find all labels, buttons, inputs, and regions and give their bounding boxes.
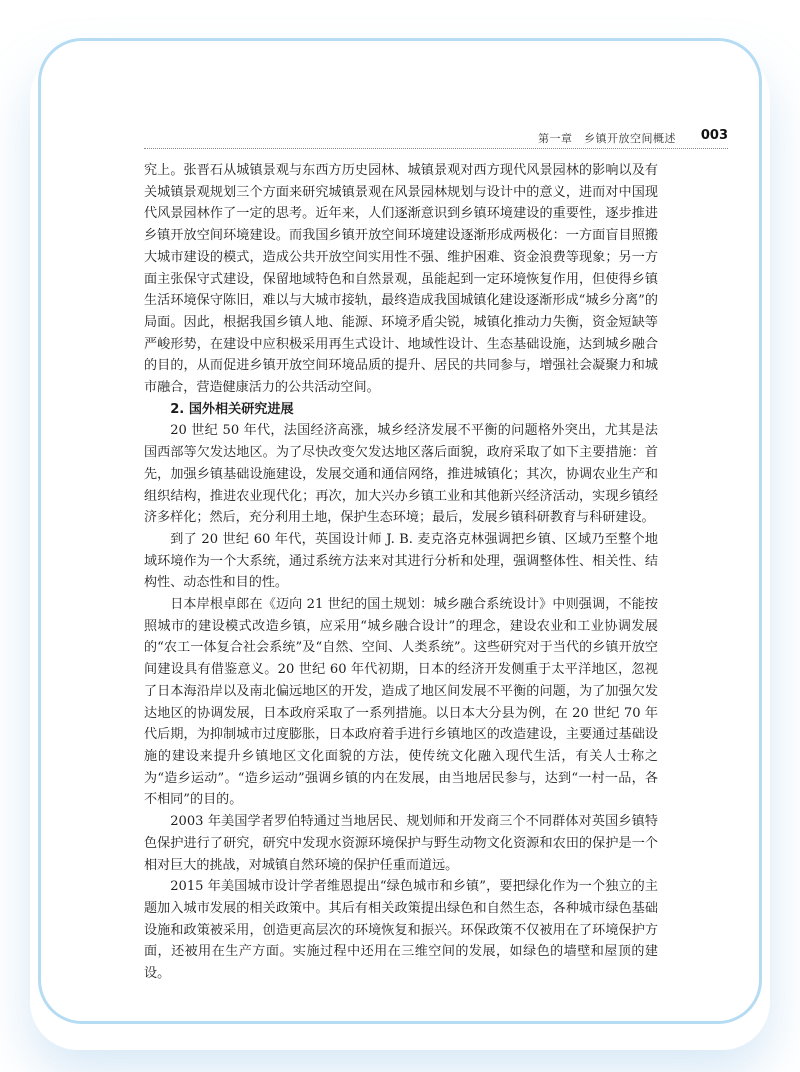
running-header [144, 128, 728, 149]
body-text [144, 160, 658, 985]
paragraph-2: 20 世纪 50 年代，法国经济高涨，城乡经济发展不平衡的问题格外突出，尤其是法国西部等欠发达地区。为了尽快改变欠发达地区落后面貌，政府采取了如下主要措施：首先，加强乡镇基础设施建设，发展交通和通信网络，推进城镇化；其次，协调农业生产和组织结构，推进农业现代化；再次，加大兴办乡镇工业和其他新兴经济活动，实现乡镇经济多样化；然后，充分利用土地，保护生态环境；最后，发展乡镇科研教育与科研建设。 [144, 423, 658, 526]
paragraph-5: 2003 年美国学者罗伯特通过当地居民、规划师和开发商三个不同群体对英国乡镇特色保护进行了研究，研究中发现水资源环境保护与野生动物文化资源和农田的保护是一个相对巨大的挑战，对城镇自然环境的保护任重而道远。 [144, 814, 658, 873]
page-number: 003 [700, 128, 728, 143]
paragraph-6: 2015 年美国城市设计学者维恩提出“绿色城市和乡镇”，要把绿化作为一个独立的主题加入城市发展的相关政策中。其后有相关政策提出绿色和自然生态，各种城市绿色基础设施和政策被采用，创造更高层次的环境恢复和振兴。环保政策不仅被用在了环境保护方面，还被用在生产方面。实施过程中还用在三维空间的发展，如绿色的墙壁和屋顶的建设。 [144, 879, 658, 982]
paragraph-1: 究上。张晋石从城镇景观与东西方历史园林、城镇景观对西方现代风景园林的影响以及有关城镇景观规划三个方面来研究城镇景观在风景园林规划与设计中的意义，进而对中国现代风景园林作了一定的思考。近年来，人们逐渐意识到乡镇环境建设的重要性，逐步推进乡镇开放空间环境建设。而我国乡镇开放空间环境建设逐渐形成两极化：一方面盲目照搬大城市建设的模式，造成公共开放空间实用性不强、维护困难、资金浪费等现象；另一方面主张保守式建设，保留地域特色和自然景观，虽能起到一定环境恢复作用，但使得乡镇生活环境保守陈旧，难以与大城市接轨，最终造成我国城镇化建设逐渐形成“城乡分离”的局面。因此，根据我国乡镇人地、能源、环境矛盾尖锐，城镇化推动力失衡，资金短缺等严峻形势，在建设中应积极采用再生式设计、地域性设计、生态基础设施，达到城乡融合的目的，从而促进乡镇开放空间环境品质的提升、居民的共同参与，增强社会凝聚力和城市融合，营造健康活力的公共活动空间。 [144, 163, 658, 396]
paragraph-4: 日本岸根卓郎在《迈向 21 世纪的国土规划：城乡融合系统设计》中则强调，不能按照城市的建设模式改造乡镇，应采用“城乡融合设计”的理念，建设农业和工业协调发展的“农工一体复合社会系统”及“自然、空间、人类系统”。这些研究对于当代的乡镇开放空间建设具有借鉴意义。20 世纪 60 年代初期，日本的经济开发侧重于太平洋地区，忽视了日本海沿岸以及南北偏远地区的开发，造成了地区间发展不平衡的问题，为了加强欠发达地区的协调发展，日本政府采取了一系列措施。以日本大分县为例，在 20 世纪 70 年代后期，为抑制城市过度膨胀，日本政府着手进行乡镇地区的改造建设，主要通过基础设施的建设来提升乡镇地区文化面貌的方法，使传统文化融入现代生活，有关人士称之为“造乡运动”。“造乡运动”强调乡镇的内在发展，由当地居民参与，达到“一村一品，各不相同”的目的。 [144, 597, 658, 808]
section-heading: 2. 国外相关研究进展 [170, 401, 294, 417]
paragraph-3: 到了 20 世纪 60 年代，英国设计师 J. B. 麦克洛克林强调把乡镇、区域乃至整个地域环境作为一个大系统，通过系统方法来对其进行分析和处理，强调整体性、相关性、结构性、动态性和目的性。 [144, 531, 658, 591]
chapter-title: 第一章 乡镇开放空间概述 [538, 132, 676, 145]
